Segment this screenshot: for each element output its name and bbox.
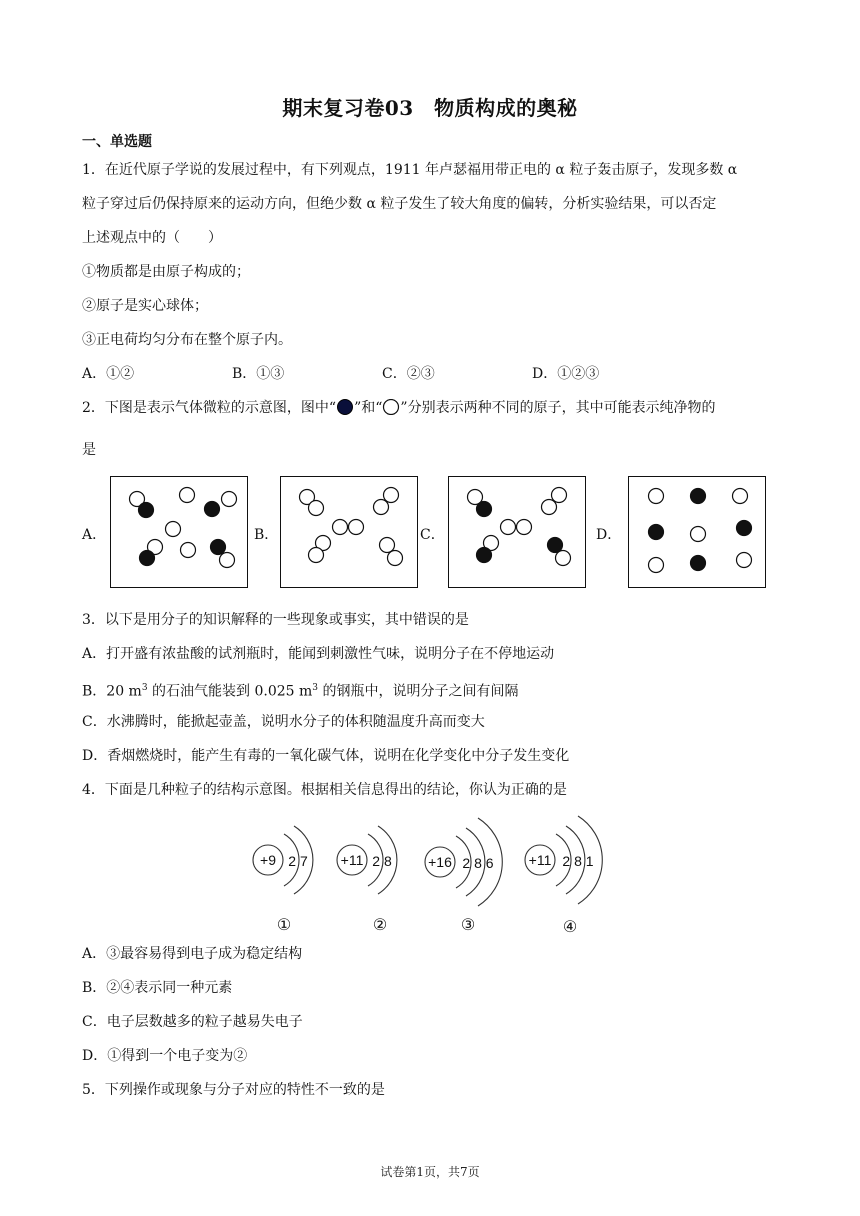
q4-option-d[interactable]: D．①得到一个电子变为② [82, 1048, 248, 1064]
q2-box-a[interactable] [110, 476, 248, 588]
q3-option-c[interactable]: C．水沸腾时，能掀起壶盖，说明水分子的体积随温度升高而变大 [82, 714, 485, 730]
q1-statement-2: ②原子是实心球体； [82, 298, 208, 314]
q5-stem: 5．下列操作或现象与分子对应的特性不一致的是 [82, 1082, 385, 1098]
q1-option-c[interactable]: C．②③ [382, 366, 435, 382]
q1-options [82, 364, 682, 384]
q2-label-c[interactable]: C． [420, 527, 445, 543]
page-footer: 试卷第1页，共7页 [380, 1165, 480, 1179]
particle-2-nucleus: +11 [340, 852, 364, 868]
particle-1-electrons: 2 7 [288, 853, 308, 869]
q2-box-b[interactable] [280, 476, 418, 588]
q1-statement-3: ③正电荷均匀分布在整个原子内。 [82, 332, 292, 348]
gas-particles-a [111, 477, 247, 587]
q4-option-a[interactable]: A．③最容易得到电子成为稳定结构 [82, 946, 303, 962]
black-atom-icon [336, 399, 354, 415]
q2-box-c[interactable] [448, 476, 586, 588]
q2-label-b[interactable]: B． [254, 527, 279, 543]
q3-stem: 3．以下是用分子的知识解释的一些现象或事实，其中错误的是 [82, 612, 469, 628]
q4-option-c[interactable]: C．电子层数越多的粒子越易失电子 [82, 1014, 303, 1030]
particle-2-electrons: 2 8 [372, 853, 392, 869]
section-heading: 一、单选题 [82, 134, 152, 150]
q1-stem-line3: 上述观点中的（ ） [82, 230, 222, 246]
q3-option-a[interactable]: A．打开盛有浓盐酸的试剂瓶时，能闻到刺激性气味，说明分子在不停地运动 [82, 646, 555, 662]
q2-stem-line1: 2．下图是表示气体微粒的示意图，图中“ ”和“ ”分别表示两种不同的原子，其中可能表示纯净物的 [82, 400, 716, 416]
particle-4-nucleus: +11 [528, 852, 552, 868]
q2-label-a[interactable]: A． [82, 527, 107, 543]
particle-3-electrons: 2 8 6 [462, 855, 494, 871]
page-title: 期末复习卷03 物质构成的奥秘 [282, 96, 578, 120]
q2-label-d[interactable]: D． [596, 527, 622, 543]
gas-particles-b [281, 477, 417, 587]
q1-option-d[interactable]: D．①②③ [532, 366, 600, 382]
q2-stem-line2: 是 [82, 442, 96, 458]
q4-atom-structure-diagrams [240, 808, 620, 938]
particle-2-label: ② [372, 917, 388, 934]
q3-option-b[interactable]: B．20 $m^3$ 的石油气能装到 0.025 $m^3$ 的钢瓶中，说明分子之间有间隔 [82, 683, 519, 700]
q4-stem: 4．下面是几种粒子的结构示意图。根据相关信息得出的结论，你认为正确的是 [82, 782, 567, 798]
q2-box-d[interactable] [628, 476, 766, 588]
q4-option-b[interactable]: B．②④表示同一种元素 [82, 980, 233, 996]
q3-option-d[interactable]: D．香烟燃烧时，能产生有毒的一氧化碳气体，说明在化学变化中分子发生变化 [82, 748, 570, 764]
atom-structure-figure [240, 808, 620, 938]
particle-3-nucleus: +16 [428, 854, 452, 870]
particle-4-label: ④ [562, 919, 578, 936]
q2-diagram-row [82, 476, 782, 588]
particle-1-label: ① [276, 917, 292, 934]
gas-particles-d [629, 477, 765, 587]
particle-4-electrons: 2 8 1 [562, 853, 594, 869]
q1-stem-line2: 粒子穿过后仍保持原来的运动方向，但绝少数 α 粒子发生了较大角度的偏转，分析实验结果，可以否定 [82, 196, 717, 212]
q1-stem-line1: 1．在近代原子学说的发展过程中，有下列观点，1911 年卢瑟福用带正电的 α 粒子轰击原子，发现多数 α [82, 162, 738, 178]
particle-3-label: ③ [460, 917, 476, 934]
q1-option-a[interactable]: A．①② [82, 366, 135, 382]
q1-option-b[interactable]: B．①③ [232, 366, 285, 382]
particle-1-nucleus: +9 [260, 852, 276, 868]
q1-statement-1: ①物质都是由原子构成的； [82, 264, 250, 280]
gas-particles-c [449, 477, 585, 587]
white-atom-icon [382, 399, 400, 415]
